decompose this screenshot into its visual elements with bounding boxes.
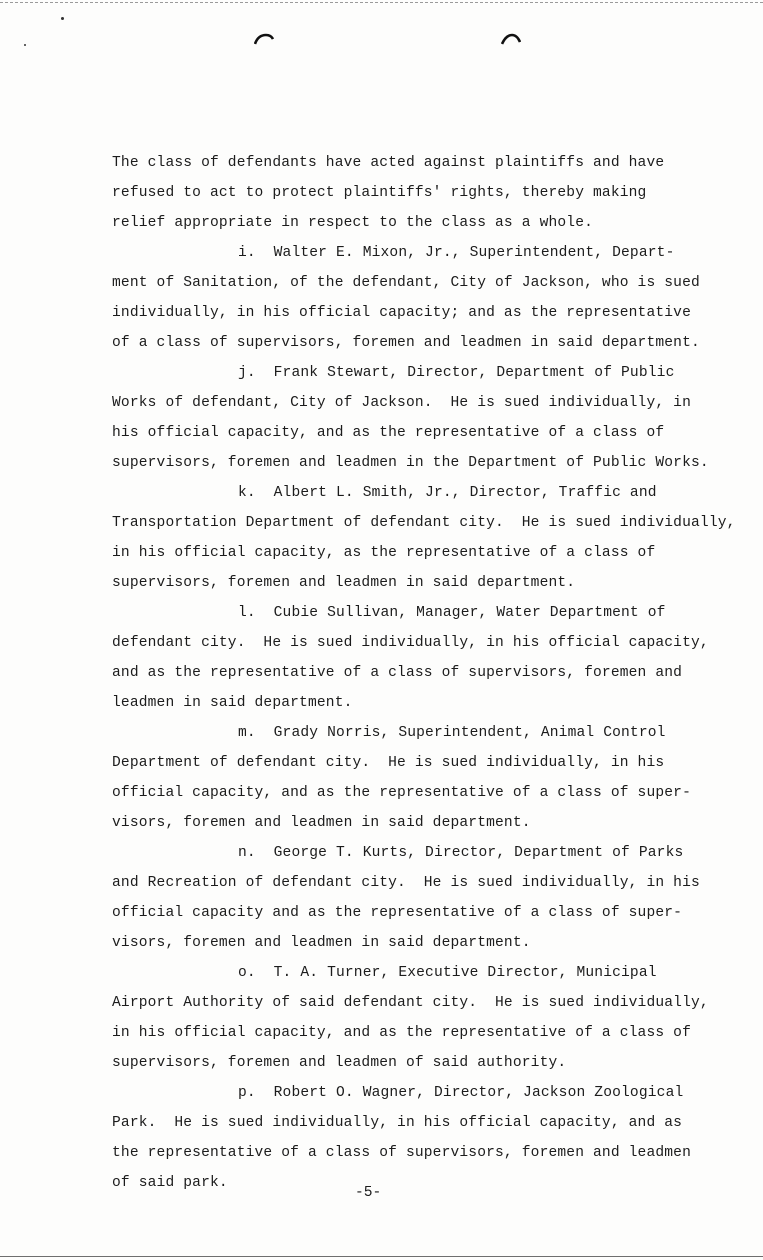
text-line: supervisors, foremen and leadmen of said authority.	[112, 1055, 567, 1071]
paragraph-first-line: o. T. A. Turner, Executive Director, Municipal	[238, 965, 657, 981]
scan-speck	[24, 44, 26, 46]
text-line: visors, foremen and leadmen in said department.	[112, 935, 531, 951]
paragraph-first-line: m. Grady Norris, Superintendent, Animal Control	[238, 725, 666, 741]
text-line: relief appropriate in respect to the class as a whole.	[112, 215, 594, 231]
text-line: defendant city. He is sued individually, in his official capacity,	[112, 635, 709, 651]
paragraph-first-line: k. Albert L. Smith, Jr., Director, Traffic and	[238, 485, 657, 501]
paragraph-first-line: i. Walter E. Mixon, Jr., Superintendent, Depart-	[238, 245, 675, 261]
text-line: Park. He is sued individually, in his official capacity, and as	[112, 1115, 683, 1131]
paragraph-first-line: n. George T. Kurts, Director, Department of Parks	[238, 845, 684, 861]
text-line: in his official capacity, as the representative of a class of	[112, 545, 656, 561]
punch-hole-mark-right	[501, 33, 521, 45]
text-line: his official capacity, and as the representative of a class of	[112, 425, 665, 441]
text-line: the representative of a class of supervisors, foremen and leadmen	[112, 1145, 691, 1161]
text-line: in his official capacity, and as the representative of a class of	[112, 1025, 691, 1041]
text-line: Airport Authority of said defendant city. He is sued individually,	[112, 995, 709, 1011]
text-line: Works of defendant, City of Jackson. He is sued individually, in	[112, 395, 691, 411]
text-line: leadmen in said department.	[112, 695, 353, 711]
text-line: ment of Sanitation, of the defendant, City of Jackson, who is sued	[112, 275, 700, 291]
document-body	[112, 148, 752, 1198]
text-line: supervisors, foremen and leadmen in said department.	[112, 575, 576, 591]
page-bottom-edge	[0, 1256, 763, 1257]
text-line: individually, in his official capacity; and as the representative	[112, 305, 691, 321]
text-line: The class of defendants have acted against plaintiffs and have	[112, 155, 665, 171]
text-line: and Recreation of defendant city. He is sued individually, in his	[112, 875, 700, 891]
text-line: of said park.	[112, 1175, 228, 1191]
paragraph-first-line: p. Robert O. Wagner, Director, Jackson Zoological	[238, 1085, 684, 1101]
scan-speck	[61, 17, 64, 20]
text-line: of a class of supervisors, foremen and leadmen in said department.	[112, 335, 700, 351]
page-top-edge	[0, 2, 763, 3]
page-number: -5-	[355, 1185, 382, 1201]
punch-hole-mark-left	[254, 33, 274, 45]
text-line: visors, foremen and leadmen in said department.	[112, 815, 531, 831]
text-line: and as the representative of a class of supervisors, foremen and	[112, 665, 683, 681]
text-line: official capacity and as the representative of a class of super-	[112, 905, 683, 921]
paragraph-first-line: l. Cubie Sullivan, Manager, Water Department of	[238, 605, 666, 621]
text-line: refused to act to protect plaintiffs' rights, thereby making	[112, 185, 647, 201]
text-line: Transportation Department of defendant city. He is sued individually,	[112, 515, 736, 531]
text-line: official capacity, and as the representative of a class of super-	[112, 785, 691, 801]
paragraph-first-line: j. Frank Stewart, Director, Department of Public	[238, 365, 675, 381]
text-line: Department of defendant city. He is sued individually, in his	[112, 755, 665, 771]
text-line: supervisors, foremen and leadmen in the Department of Public Works.	[112, 455, 709, 471]
